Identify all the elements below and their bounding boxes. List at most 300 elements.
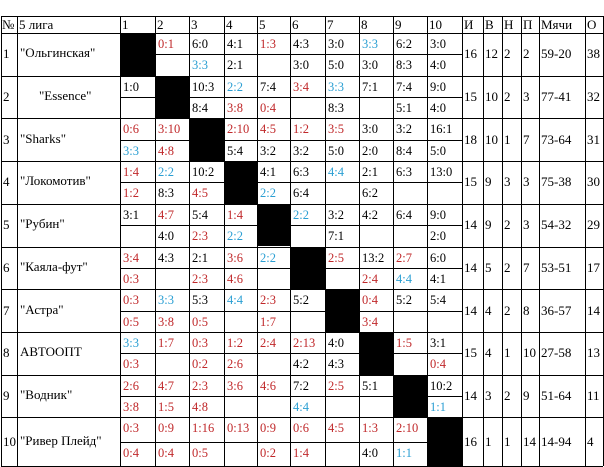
cell-divider [393, 442, 427, 443]
match-score: 9:0 [430, 79, 446, 94]
cell-divider [359, 442, 393, 443]
cell-divider [155, 268, 189, 269]
row-number: 10 [3, 433, 16, 449]
cell-divider [393, 54, 427, 55]
cell-divider [427, 311, 462, 312]
grid-line-row [1, 417, 603, 418]
match-score: 3:3 [192, 58, 208, 73]
match-score: 4:7 [158, 207, 174, 222]
diagonal-block [155, 76, 189, 119]
match-score: 0:2 [192, 357, 208, 372]
cell-divider [189, 54, 224, 55]
match-score: 0:6 [293, 421, 309, 436]
cell-divider [120, 140, 155, 141]
cell-divider [290, 182, 325, 183]
match-score: 5:0 [430, 143, 446, 158]
team-name: "Рубин" [20, 216, 65, 232]
diagonal-block [120, 33, 155, 76]
match-score: 6:2 [362, 186, 378, 201]
match-score: 2:2 [158, 165, 174, 180]
header-stat-6: О [587, 17, 597, 32]
match-score: 2:5 [328, 250, 344, 265]
grid-line-col [1, 16, 2, 466]
row-number: 2 [3, 89, 10, 105]
cell-divider [393, 311, 427, 312]
match-score: 2:10 [396, 421, 419, 436]
row-stat-5: 77-41 [541, 89, 572, 105]
match-score: 2:13 [293, 335, 316, 350]
grid-line-col [393, 16, 394, 466]
cell-divider [224, 311, 257, 312]
match-score: 4:5 [192, 186, 208, 201]
row-stat-4: 14 [523, 433, 536, 449]
match-score: 2:3 [192, 229, 208, 244]
row-stat-2: 12 [485, 46, 498, 62]
grid-line-col [359, 16, 360, 466]
match-score: 3:0 [362, 122, 378, 137]
row-stat-4: 9 [523, 387, 530, 403]
match-score: 0:3 [123, 293, 139, 308]
match-score: 3:3 [158, 293, 174, 308]
match-score: 1:5 [396, 335, 412, 350]
row-stat-1: 15 [464, 89, 477, 105]
match-score: 1:0 [123, 79, 139, 94]
grid-line-row [1, 375, 603, 376]
match-score: 6:3 [293, 165, 309, 180]
cell-divider [359, 140, 393, 141]
match-score: 3:8 [158, 314, 174, 329]
cell-divider [427, 396, 462, 397]
cell-divider [155, 311, 189, 312]
row-stat-2: 9 [485, 217, 492, 233]
grid-line-row [1, 118, 603, 119]
match-score: 4:3 [328, 357, 344, 372]
match-score: 4:4 [227, 293, 243, 308]
cell-divider [325, 353, 359, 354]
match-score: 5:1 [362, 378, 378, 393]
match-score: 3:2 [396, 122, 412, 137]
match-score: 10:2 [192, 165, 215, 180]
row-stat-3: 2 [504, 302, 511, 318]
diagonal-block [290, 247, 325, 290]
grid-line-col [325, 16, 326, 466]
row-stat-6: 30 [587, 174, 600, 190]
match-score: 6:4 [396, 207, 412, 222]
match-score: 4:6 [260, 378, 276, 393]
cell-divider [359, 54, 393, 55]
match-score: 1:1 [430, 399, 446, 414]
cell-divider [427, 268, 462, 269]
match-score: 2:2 [260, 186, 276, 201]
match-score: 4:0 [362, 445, 378, 460]
cell-divider [325, 442, 359, 443]
header-league: 5 лига [19, 17, 54, 32]
header-col-10: 10 [429, 17, 442, 32]
header-stat-4: П [523, 17, 533, 32]
row-stat-2: 3 [485, 387, 492, 403]
match-score: 9:0 [430, 207, 446, 222]
cell-divider [393, 353, 427, 354]
cell-divider [224, 225, 257, 226]
match-score: 1:4 [123, 165, 139, 180]
grid-line-col [585, 16, 586, 466]
row-stat-2: 4 [485, 345, 492, 361]
match-score: 0:5 [192, 314, 208, 329]
row-stat-1: 14 [464, 217, 477, 233]
row-stat-1: 14 [464, 387, 477, 403]
cell-divider [224, 97, 257, 98]
grid-line-col [290, 16, 291, 466]
match-score: 3:1 [430, 335, 446, 350]
cell-divider [427, 182, 462, 183]
cell-divider [224, 140, 257, 141]
header-col-9: 9 [395, 17, 402, 32]
header-stat-1: И [464, 17, 474, 32]
grid-line-col [224, 16, 225, 466]
cell-divider [120, 97, 155, 98]
team-name: "Каяла-фут" [20, 258, 88, 274]
row-stat-2: 9 [485, 174, 492, 190]
row-stat-4: 10 [523, 345, 536, 361]
cell-divider [290, 396, 325, 397]
cell-divider [325, 268, 359, 269]
row-stat-6: 11 [587, 387, 600, 403]
match-score: 0:9 [260, 421, 276, 436]
match-score: 1:2 [123, 186, 139, 201]
cell-divider [290, 442, 325, 443]
header-col-8: 8 [361, 17, 368, 32]
match-score: 5:0 [328, 58, 344, 73]
cell-divider [120, 268, 155, 269]
grid-line-col [17, 16, 18, 466]
grid-line-col [120, 16, 121, 466]
match-score: 4:2 [362, 207, 378, 222]
cell-divider [189, 396, 224, 397]
cell-divider [257, 396, 290, 397]
header-stat-5: Мячи [541, 17, 573, 32]
match-score: 2:10 [227, 122, 250, 137]
match-score: 4:3 [293, 37, 309, 51]
match-score: 0:6 [123, 122, 139, 137]
match-score: 2:2 [227, 79, 243, 94]
grid-line-row [1, 332, 603, 333]
match-score: 0:13 [227, 421, 250, 436]
match-score: 0:4 [260, 101, 276, 116]
row-stat-2: 1 [485, 433, 492, 449]
match-score: 0:9 [158, 421, 174, 436]
cell-divider [189, 311, 224, 312]
cell-divider [155, 140, 189, 141]
match-score: 1:7 [158, 335, 174, 350]
row-stat-2: 10 [485, 131, 498, 147]
grid-line-col [462, 16, 463, 466]
diagonal-block [427, 417, 462, 466]
cell-divider [359, 225, 393, 226]
match-score: 4:6 [227, 271, 243, 286]
match-score: 5:2 [396, 293, 412, 308]
match-score: 2:7 [396, 250, 412, 265]
match-score: 8:4 [396, 143, 412, 158]
cell-divider [393, 97, 427, 98]
grid-line-col [427, 16, 428, 466]
grid-line-row [1, 204, 603, 205]
match-score: 1:4 [227, 207, 243, 222]
row-number: 8 [3, 345, 10, 361]
match-score: 0:1 [158, 37, 174, 51]
cell-divider [359, 268, 393, 269]
match-score: 4:7 [158, 378, 174, 393]
match-score: 1:4 [293, 445, 309, 460]
cell-divider [257, 353, 290, 354]
row-stat-4: 7 [523, 131, 530, 147]
match-score: 4:5 [260, 122, 276, 137]
match-score: 3:0 [328, 37, 344, 51]
grid-line-col [502, 16, 503, 466]
match-score: 4:1 [260, 165, 276, 180]
match-score: 7:1 [328, 229, 344, 244]
row-stat-5: 14-94 [541, 433, 572, 449]
match-score: 4:2 [293, 357, 309, 372]
match-score: 6:0 [192, 37, 208, 51]
cell-divider [393, 182, 427, 183]
row-stat-4: 7 [523, 259, 530, 275]
match-score: 5:0 [328, 143, 344, 158]
match-score: 2:0 [430, 229, 446, 244]
match-score: 3:4 [123, 250, 139, 265]
match-score: 8:4 [192, 101, 208, 116]
row-number: 6 [3, 259, 10, 275]
row-number: 5 [3, 217, 10, 233]
match-score: 4:8 [192, 399, 208, 414]
match-score: 0:4 [430, 357, 446, 372]
cell-divider [359, 311, 393, 312]
cell-divider [120, 311, 155, 312]
grid-line-col [257, 16, 258, 466]
match-score: 10:2 [430, 378, 453, 393]
match-score: 3:6 [227, 378, 243, 393]
row-number: 4 [3, 174, 10, 190]
cell-divider [257, 268, 290, 269]
cell-divider [427, 97, 462, 98]
match-score: 2:6 [227, 357, 243, 372]
cell-divider [155, 54, 189, 55]
row-stat-5: 36-57 [541, 302, 572, 318]
diagonal-block [224, 161, 257, 204]
match-score: 2:1 [192, 250, 208, 265]
match-score: 3:4 [362, 314, 378, 329]
match-score: 3:2 [328, 207, 344, 222]
row-stat-4: 2 [523, 46, 530, 62]
match-score: 2:4 [362, 271, 378, 286]
match-score: 0:4 [158, 445, 174, 460]
cell-divider [257, 97, 290, 98]
row-stat-5: 53-51 [541, 259, 572, 275]
cell-divider [325, 97, 359, 98]
row-stat-4: 3 [523, 89, 530, 105]
cell-divider [120, 396, 155, 397]
diagonal-block [393, 375, 427, 418]
match-score: 10:3 [192, 79, 215, 94]
cell-divider [325, 225, 359, 226]
cell-divider [290, 311, 325, 312]
grid-line-header [1, 33, 603, 34]
match-score: 4:4 [328, 165, 344, 180]
match-score: 4:1 [430, 271, 446, 286]
match-score: 4:4 [396, 271, 412, 286]
cell-divider [325, 182, 359, 183]
team-name: "Ольгинская" [20, 45, 96, 61]
match-score: 4:8 [158, 143, 174, 158]
header-col-2: 2 [157, 17, 164, 32]
row-stat-1: 15 [464, 174, 477, 190]
cell-divider [290, 54, 325, 55]
match-score: 2:3 [260, 293, 276, 308]
cell-divider [224, 54, 257, 55]
row-stat-2: 10 [485, 89, 498, 105]
cell-divider [189, 353, 224, 354]
header-col-5: 5 [259, 17, 266, 32]
grid-line-row [1, 161, 603, 162]
match-score: 1:7 [260, 314, 276, 329]
match-score: 3:1 [123, 207, 139, 222]
cell-divider [359, 182, 393, 183]
match-score: 5:4 [192, 207, 208, 222]
match-score: 8:3 [396, 58, 412, 73]
team-name: "Ривер Плейд" [20, 432, 102, 448]
row-stat-1: 16 [464, 433, 477, 449]
cell-divider [120, 353, 155, 354]
match-score: 2:1 [227, 58, 243, 73]
row-stat-3: 2 [504, 217, 511, 233]
row-number: 9 [3, 387, 10, 403]
match-score: 7:4 [260, 79, 276, 94]
row-stat-3: 1 [504, 131, 511, 147]
match-score: 1:2 [227, 335, 243, 350]
cell-divider [427, 353, 462, 354]
diagonal-block [359, 332, 393, 375]
match-score: 3:8 [227, 101, 243, 116]
row-stat-1: 14 [464, 259, 477, 275]
cell-divider [290, 353, 325, 354]
match-score: 0:3 [192, 335, 208, 350]
row-stat-1: 14 [464, 302, 477, 318]
match-score: 0:3 [123, 357, 139, 372]
match-score: 1:3 [260, 37, 276, 51]
cell-divider [224, 442, 257, 443]
row-stat-3: 3 [504, 174, 511, 190]
team-name: АВТООПТ [20, 344, 82, 360]
row-stat-1: 15 [464, 345, 477, 361]
team-name: "Essence" [39, 88, 92, 104]
team-name: "Водник" [20, 386, 73, 402]
match-score: 2:6 [123, 378, 139, 393]
cell-divider [224, 353, 257, 354]
row-stat-3: 2 [504, 89, 511, 105]
cell-divider [257, 311, 290, 312]
cell-divider [257, 182, 290, 183]
row-stat-4: 8 [523, 302, 530, 318]
match-score: 3:0 [293, 58, 309, 73]
row-stat-4: 3 [523, 217, 530, 233]
cell-divider [155, 396, 189, 397]
match-score: 1:1 [396, 445, 412, 460]
match-score: 3:0 [362, 58, 378, 73]
cell-divider [155, 353, 189, 354]
match-score: 3:2 [260, 143, 276, 158]
row-stat-4: 3 [523, 174, 530, 190]
row-number: 3 [3, 131, 10, 147]
match-score: 8:3 [158, 186, 174, 201]
cell-divider [224, 396, 257, 397]
match-score: 2:0 [362, 143, 378, 158]
row-stat-2: 5 [485, 259, 492, 275]
row-stat-5: 51-64 [541, 387, 572, 403]
header-stat-3: Н [504, 17, 514, 32]
match-score: 1:5 [158, 399, 174, 414]
cell-divider [189, 182, 224, 183]
cell-divider [325, 54, 359, 55]
match-score: 0:2 [260, 445, 276, 460]
cell-divider [189, 268, 224, 269]
grid-line-col [155, 16, 156, 466]
row-number: 1 [3, 46, 10, 62]
match-score: 4:5 [328, 421, 344, 436]
match-score: 3:4 [293, 79, 309, 94]
cell-divider [189, 225, 224, 226]
row-stat-3: 2 [504, 387, 511, 403]
match-score: 4:4 [293, 399, 309, 414]
match-score: 0:3 [123, 271, 139, 286]
match-score: 5:2 [293, 293, 309, 308]
match-score: 6:3 [396, 165, 412, 180]
cell-divider [257, 140, 290, 141]
cell-divider [393, 268, 427, 269]
cell-divider [120, 182, 155, 183]
match-score: 0:4 [123, 445, 139, 460]
match-score: 3:5 [328, 122, 344, 137]
team-name: "Sharks" [20, 130, 67, 146]
row-stat-6: 4 [587, 433, 594, 449]
match-score: 5:4 [227, 143, 243, 158]
diagonal-block [189, 118, 224, 161]
row-stat-3: 1 [504, 345, 511, 361]
cell-divider [325, 140, 359, 141]
match-score: 0:4 [362, 293, 378, 308]
match-score: 5:4 [430, 293, 446, 308]
match-score: 2:2 [293, 207, 309, 222]
match-score: 1:16 [192, 421, 215, 436]
cell-divider [189, 442, 224, 443]
match-score: 2:5 [328, 378, 344, 393]
grid-line-col [189, 16, 190, 466]
match-score: 1:3 [362, 421, 378, 436]
grid-line-row [1, 289, 603, 290]
grid-line-top [1, 16, 603, 17]
header-stat-2: В [485, 17, 494, 32]
header-col-6: 6 [292, 17, 299, 32]
row-stat-6: 13 [587, 345, 600, 361]
cell-divider [120, 225, 155, 226]
cell-divider [257, 442, 290, 443]
cell-divider [359, 97, 393, 98]
match-score: 0:5 [192, 445, 208, 460]
grid-line-col [483, 16, 484, 466]
cell-divider [427, 140, 462, 141]
match-score: 6:2 [396, 37, 412, 51]
match-score: 2:4 [260, 335, 276, 350]
row-stat-1: 18 [464, 131, 477, 147]
row-stat-5: 27-58 [541, 345, 572, 361]
